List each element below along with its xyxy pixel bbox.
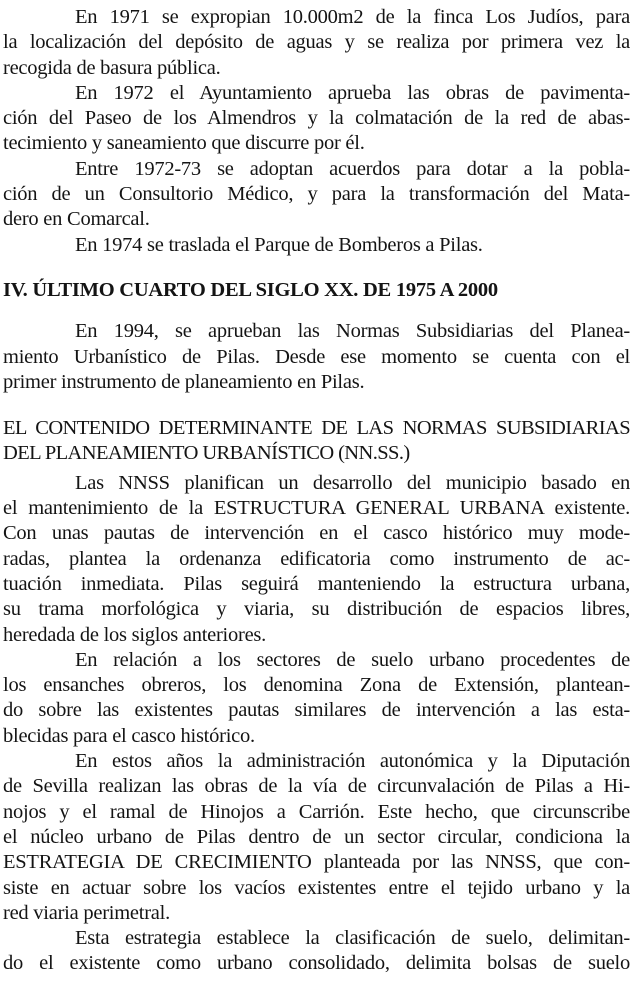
paragraph-1972-73 [3,157,630,233]
text-line: Con unas pautas de intervención en el casco histórico muy mode- [3,522,630,545]
text-line: blecidas para el casco histórico. [3,724,255,747]
paragraph-1974 [3,233,630,258]
paragraph-circunvalacion [3,749,630,926]
text-line: los ensanches obreros, los denomina Zona de Extensión, plantean- [3,674,630,697]
paragraph-clasificacion-suelo [3,926,630,977]
text-line: siste en actuar sobre los vacíos existentes entre el tejido urbano y la [3,876,630,899]
text-line: tecimiento y saneamiento que discurre por él. [3,132,365,155]
subsection-heading [3,416,630,467]
text-line: de Sevilla realizan las obras de la vía de circunvalación de Pilas a Hi- [3,775,630,798]
text-line: red viaria perimetral. [3,901,170,924]
text-line: el núcleo urbano de Pilas dentro de un sector circular, condiciona la [3,825,630,848]
text-line: do sobre las existentes pautas similares de intervención a las esta- [3,699,630,722]
text-line: primer instrumento de planeamiento en Pilas. [3,370,365,393]
text-line: Entre 1972-73 se adoptan acuerdos para dotar a la pobla- [75,157,630,180]
text-line: su trama morfológica y viaria, su distribución de espacios libres, [3,598,630,621]
text-line: Esta estrategia establece la clasificación de suelo, delimitan- [75,927,630,950]
text-line: En relación a los sectores de suelo urbano procedentes de [75,648,630,671]
text-line: En 1994, se aprueban las Normas Subsidiarias del Planea- [75,320,630,343]
text-line: radas, plantea la ordenanza edificatoria como instrumento de ac- [3,547,630,570]
paragraph-1994 [3,319,630,395]
text-line: ESTRATEGIA DE CRECIMIENTO planteada por las NNSS, que con- [3,851,630,874]
text-line: tuación inmediata. Pilas seguirá manteniendo la estructura urbana, [3,572,630,595]
text-line: Las NNSS planifican un desarrollo del municipio basado en [75,471,630,494]
text-line: do el existente como urbano consolidado, delimita bolsas de suelo [3,952,630,975]
section-heading [3,278,630,303]
text-line: En estos años la administración autonómica y la Diputación [75,750,630,773]
text-line: En 1972 el Ayuntamiento aprueba las obras de pavimenta- [75,81,630,104]
paragraph-1972 [3,81,630,157]
text-line: dero en Comarcal. [3,208,150,231]
text-line: recogida de basura pública. [3,56,221,79]
text-line: EL CONTENIDO DETERMINANTE DE LAS NORMAS SUBSIDIARIAS [3,417,630,440]
text-line: miento Urbanístico de Pilas. Desde ese momento se cuenta con el [3,345,630,368]
text-line: En 1974 se traslada el Parque de Bomberos a Pilas. [75,233,483,256]
paragraph-zona-extension [3,648,630,749]
text-line: DEL PLANEAMIENTO URBANÍSTICO (NN.SS.) [3,442,410,465]
text-line: ción de un Consultorio Médico, y para la transformación del Mata- [3,183,630,206]
text-line: IV. ÚLTIMO CUARTO DEL SIGLO XX. DE 1975 A 2000 [3,278,498,301]
text-line: la localización del depósito de aguas y se realiza por primera vez la [3,31,630,54]
text-line: ción del Paseo de los Almendros y la colmatación de la red de abas- [3,107,630,130]
text-line: heredada de los siglos anteriores. [3,623,267,646]
text-line: nojos y el ramal de Hinojos a Carrión. Este hecho, que circunscribe [3,800,630,823]
paragraph-nnss-contenido [3,471,630,648]
paragraph-1971 [3,5,630,81]
text-line: el mantenimiento de la ESTRUCTURA GENERAL URBANA existente. [3,497,630,520]
text-line: En 1971 se expropian 10.000m2 de la finca Los Judíos, para [75,6,630,28]
